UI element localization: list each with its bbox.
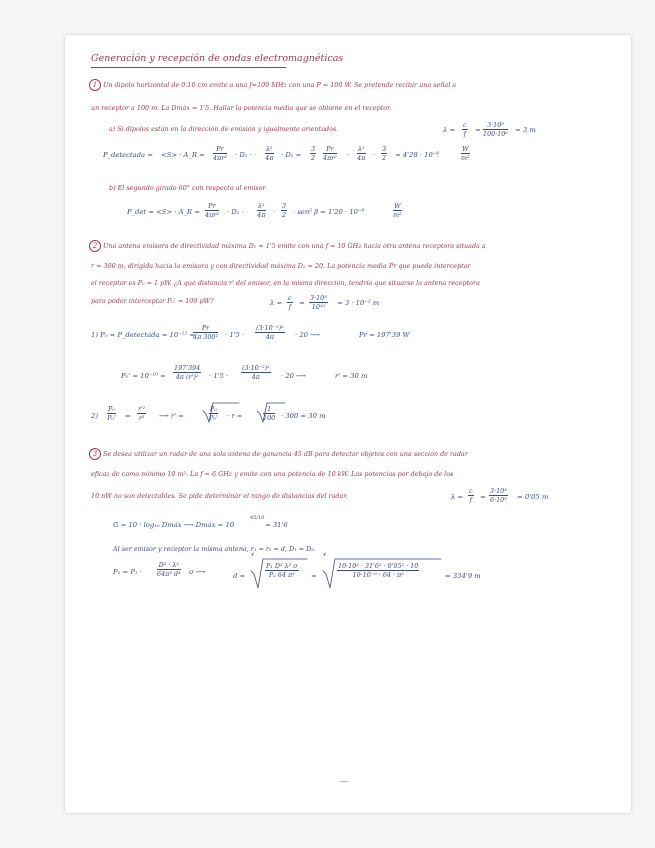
problem-number-1: 1 xyxy=(89,79,101,91)
p2-statement-line-2: r = 300 m, dirigida hacia la emisora y con directividad máxima D₂ = 20. La potencia media Pr que puede interceptar xyxy=(91,262,471,270)
p3-root-index-2: 4 xyxy=(323,552,327,558)
fourth-root-sign-2 xyxy=(323,559,441,588)
p1-lambda-eq: = xyxy=(475,126,481,134)
p1-eq1-lhs: P_detectada = xyxy=(103,151,153,159)
p1-eq1-frac-1: $\frac{Pr}{\text{4πr²}}$ xyxy=(213,145,227,163)
p2-eq2-frac-2: $\frac{\text{(3·10⁻²)²}}{4\pi}$ xyxy=(242,364,270,382)
p1-lambda-result: = 3 m xyxy=(515,126,536,134)
p3-lambda-frac-2: $\frac{\text{3·10⁸}}{\text{6·10⁹}}$ xyxy=(490,487,507,505)
handwritten-strokes xyxy=(65,35,631,813)
p2-eq3-mid: ⟶ r' = xyxy=(159,412,184,420)
p2-lambda-eq: = xyxy=(299,299,305,307)
sqrt-sign-2 xyxy=(257,403,285,422)
p2-eq3-eq: = xyxy=(125,412,131,420)
problem-number-2: 2 xyxy=(89,240,101,252)
p3-lambda-lhs: λ = xyxy=(451,493,464,501)
p2-eq3-mid2: · r = xyxy=(227,412,243,420)
p2-eq1-frac-2: $\frac{\text{(3·10⁻²)²}}{4\pi}$ xyxy=(256,324,284,342)
p2-eq1-tail: · 20 ⟶ xyxy=(295,331,320,339)
p1-eq2-d1: · D₁ · xyxy=(227,208,244,216)
p2-lambda-frac-1: $\frac{c}{f}$ xyxy=(288,294,292,312)
fourth-root-sign-1 xyxy=(251,559,307,588)
p1-eq2-lhs: P_det = <S> · A_R = xyxy=(127,208,200,216)
p2-eq1-result: Pr = 197'39 W xyxy=(359,331,410,339)
p1-eq2-result: · sen² β = 1'20 · 10⁻⁶ xyxy=(293,208,365,216)
p2-lambda-lhs: λ = xyxy=(270,299,283,307)
p3-d-radicand-1: $\frac{\text{P₁ D² λ² σ}}{\text{P₂ 64 π³}}$ xyxy=(266,562,298,580)
p3-gain-line: G = 10 · log₁₀ Dmáx ⟶ Dmáx = 10 xyxy=(113,521,235,529)
p3-d-result: = 334'9 m xyxy=(445,572,481,580)
p2-statement-line-1: Una antena emisora de directividad máxima D₁ = 1'5 emite con una f = 10 GHz hacia otra antena receptora situada a xyxy=(103,242,486,250)
p3-gain-result: = 31'6 xyxy=(265,521,288,529)
p1-eq2-d2: · xyxy=(273,208,276,216)
p3-pr-tail: σ ⟶ xyxy=(189,568,206,576)
p3-pr-frac: $\frac{\text{D² · λ²}}{\text{64π³ d⁴}}$ xyxy=(157,561,181,579)
p3-gain-exponent: 45/10 xyxy=(250,515,265,521)
p3-statement-line-3: 10 nW no son detectables. Se pide determinar el rango de distancias del radar. xyxy=(91,492,348,500)
p1-lambda-lhs: λ = xyxy=(443,126,456,134)
p1-statement-line-2: un receptor a 100 m. La Dmáx = 1'5. Hallar la potencia media que se obtiene en el receptor. xyxy=(91,104,392,112)
p3-d-radicand-2: $\frac{\text{10·10³ · 31'6² · 0'05² · 10}}{\text{10·10⁻⁹ · 64 · π³}}$ xyxy=(338,562,419,580)
p3-same-antenna: Al ser emisor y receptor la misma antena, r₁ = r₂ = d, D₁ = D₂. xyxy=(113,545,316,553)
p1-eq1-dot: · xyxy=(347,151,350,159)
p3-lambda-result: = 0'05 m xyxy=(517,493,549,501)
p3-root-index-1: 4 xyxy=(251,552,255,558)
p1-eq1-result: = 4'28 · 10⁻⁶ xyxy=(395,151,440,159)
p1-eq1-d1: · D₁ · xyxy=(235,151,252,159)
p1-eq1-frac-3: $\frac{3}{2}$ xyxy=(311,145,316,163)
p2-eq1-mid: · 1'5 · xyxy=(225,331,245,339)
p2-eq3-frac-1: $\frac{\text{P₀}}{\text{P₀'}}$ xyxy=(107,405,116,423)
p1-eq1-frac-2: $\frac{\text{λ²}}{4\pi}$ xyxy=(265,145,274,163)
p1-part-a: a) Si dipolos están en la dirección de emisión y igualmente orientados. xyxy=(109,125,339,133)
notebook-page xyxy=(65,35,631,813)
p1-eq1-frac-5: $\frac{\text{λ²}}{4\pi}$ xyxy=(357,145,366,163)
p2-statement-line-4: para poder interceptar P₀' = 100 pW? xyxy=(91,297,214,305)
page-title: Generación y recepción de ondas electromagnéticas xyxy=(91,53,344,64)
p2-eq1-lhs: 1) P₀ = P_detectada = 10⁻¹² = xyxy=(91,331,196,339)
p3-d-lhs: d = xyxy=(233,572,246,580)
p2-eq3-frac-4: $\frac{1}{100}$ xyxy=(263,405,276,423)
p1-part-b: b) El segundo girado 60° con respecto al emisor. xyxy=(109,184,267,192)
p1-eq1-frac-4: $\frac{Pr}{\text{4πr²}}$ xyxy=(323,145,337,163)
p3-statement-line-2: eficaz de como mínimo 10 m². La f = 6 GHz y emite con una potencia de 10 kW. Las potencias por debajo de los xyxy=(91,470,454,478)
p3-lambda-frac-1: $\frac{c}{f}$ xyxy=(469,487,473,505)
p1-eq1-d2: · D₂ = xyxy=(281,151,302,159)
p1-statement-line-1: Un dipolo horizontal de 0.10 cm emite a una f=100 MHz con una P = 100 W. Se pretende recibir una señal a xyxy=(103,81,457,89)
p2-lambda-result: = 3 · 10⁻² m xyxy=(337,299,380,307)
p3-statement-line-1: Se desea utilizar un radar de una sola antena de ganancia 45 dB para detectar objetos con una sección de radar xyxy=(103,450,468,458)
p1-eq2-frac-3: $\frac{3}{2}$ xyxy=(282,202,287,220)
p1-lambda-frac-2: $\frac{\text{3·10⁸}}{\text{100·10⁶}}$ xyxy=(483,121,508,139)
p2-eq2-result: r' = 30 m xyxy=(335,372,368,380)
p2-eq2-lhs: P₀' = 10⁻¹⁰ = xyxy=(121,372,166,380)
p2-eq1-frac-1: $\frac{Pr}{\text{4π 300²}}$ xyxy=(193,324,219,342)
p2-eq2-tail: · 20 ⟶ xyxy=(281,372,306,380)
p2-lambda-frac-2: $\frac{\text{3·10⁸}}{\text{10¹⁰}}$ xyxy=(310,294,327,312)
p2-eq2-mid: · 1'5 · xyxy=(209,372,229,380)
p2-eq3-result: · 300 = 30 m xyxy=(281,412,326,420)
page-mark xyxy=(340,782,348,783)
p3-lambda-eq: = xyxy=(480,493,486,501)
p1-eq2-frac-2: $\frac{\text{λ²}}{4\pi}$ xyxy=(257,202,266,220)
p2-eq3-lhs: 2) xyxy=(91,412,98,420)
p2-statement-line-3: el receptor es P₀ = 1 pW. ¿A qué distancia r' del emisor, en la misma dirección, tendría que situarse la antena receptora xyxy=(91,279,480,287)
p3-pr-lhs: P₂ = P₁ · xyxy=(113,568,142,576)
p2-eq3-frac-3: $\frac{\text{P₀}}{\text{P₀'}}$ xyxy=(209,405,218,423)
p1-eq1-frac-6: $\frac{3}{2}$ xyxy=(382,145,387,163)
p2-eq3-frac-2: $\frac{\text{r'²}}{\text{r²}}$ xyxy=(138,405,146,423)
p1-eq1-mid: <S> · A_R = xyxy=(161,151,205,159)
sqrt-sign-1 xyxy=(203,403,239,422)
p1-eq1-dot2: · xyxy=(373,151,376,159)
p2-eq2-frac-1: $\frac{197'394}{\text{4π (r')²}}$ xyxy=(174,364,201,382)
p1-lambda-frac-1: $\frac{c}{f}$ xyxy=(463,121,467,139)
p1-eq1-unit: $\frac{W}{\text{m²}}$ xyxy=(461,145,470,163)
problem-number-3: 3 xyxy=(89,448,101,460)
p3-d-eq: = xyxy=(311,572,317,580)
p1-eq2-frac-1: $\frac{Pr}{\text{4πr²}}$ xyxy=(205,202,219,220)
p1-eq2-unit: $\frac{W}{\text{m²}}$ xyxy=(393,202,402,220)
